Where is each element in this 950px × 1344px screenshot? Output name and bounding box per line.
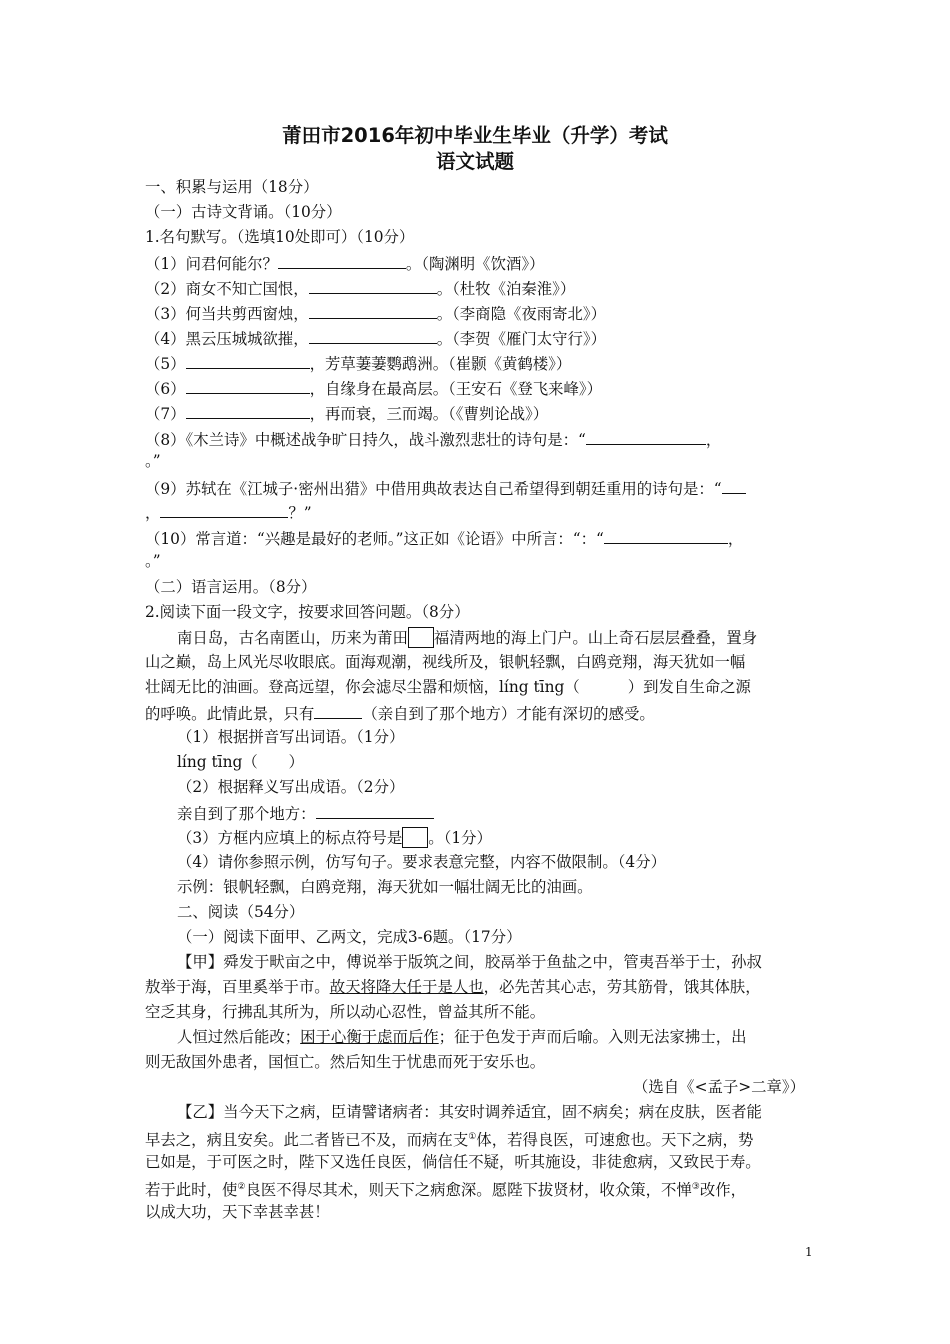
answer-blank[interactable] — [186, 402, 310, 419]
question-1: 1.名句默写。（选填10处即可）（10分） — [145, 228, 415, 246]
recitation-item-10-cont: 。” — [145, 552, 161, 570]
answer-blank[interactable] — [278, 252, 406, 269]
section-heading: 一、积累与运用（18分） — [145, 178, 319, 196]
recitation-item-8-cont: 。” — [145, 452, 161, 470]
answer-blank[interactable] — [186, 352, 310, 369]
recitation-item-2: （2）商女不知亡国恨， 。（杜牧《泊秦淮》） — [145, 277, 575, 299]
answer-blank[interactable] — [314, 702, 362, 719]
recitation-item-9: （9）苏轼在《江城子·密州出猎》中借用典故表达自己希望得到朝廷重用的诗句是：“ — [145, 477, 746, 499]
text-jia-line: 人恒过然后能改；困于心衡于虑而后作；征于色发于声而后喻。入则无法家拂士，出 — [177, 1028, 747, 1046]
text-yi-line: 早去之，病且安矣。此二者皆已不及，而病在支①体，若得良医，可速愈也。天下之病，势 — [145, 1131, 754, 1150]
answer-blank[interactable] — [309, 327, 437, 344]
punctuation-box[interactable] — [408, 627, 434, 648]
answer-blank[interactable] — [160, 501, 288, 518]
text-jia-source: （选自《<孟子>二章》） — [633, 1078, 805, 1096]
footnote-marker: ① — [468, 1132, 477, 1142]
punctuation-box[interactable] — [402, 827, 428, 848]
passage-line: 山之巅，岛上风光尽收眼底。面海观潮，视线所及，银帆轻飘，白鸥竞翔，海天犹如一幅 — [145, 653, 746, 671]
answer-blank[interactable] — [586, 428, 706, 445]
answer-blank[interactable] — [309, 277, 437, 294]
question-2: 2.阅读下面一段文字，按要求回答问题。（8分） — [145, 603, 470, 621]
recitation-item-3: （3）何当共剪西窗烛， 。（李商隐《夜雨寄北》） — [145, 302, 606, 324]
text-jia-line: 敖举于海，百里奚举于市。故天将降大任于是人也，必先苦其心志，劳其筋骨，饿其体肤， — [145, 978, 761, 996]
recitation-item-7: （7） ，再而衰，三而竭。（《曹刿论战》） — [145, 402, 548, 424]
recitation-item-10: （10）常言道：“兴趣是最好的老师。”这正如《论语》中所言：“：“ ， — [145, 527, 743, 549]
section-heading: 二、阅读（54分） — [177, 903, 305, 921]
text-yi-line: 以成大功，天下幸甚幸甚！ — [145, 1203, 330, 1221]
recitation-item-6: （6） ，自缘身在最高层。（王安石《登飞来峰》） — [145, 377, 602, 399]
passage-line: 壮阔无比的油画。登高远望，你会滤尽尘嚣和烦恼，líng tīng（ ）到发自生命之源 — [145, 678, 751, 696]
text-yi-line: 【乙】当今天下之病，臣请譬诸病者：其安时调养适宜，固不病矣；病在皮肤，医者能 — [177, 1103, 762, 1121]
text-jia-line: 空乏其身，行拂乱其所为，所以动心忍性，曾益其所不能。 — [145, 1003, 546, 1021]
sub-question-2-answer: 亲自到了那个地方： — [177, 802, 434, 824]
sub-question-1-answer[interactable]: líng tīng（ ） — [177, 753, 304, 771]
text-jia-line: 则无敌国外患者，国恒亡。然后知生于忧患而死于安乐也。 — [145, 1053, 546, 1071]
text-yi-line: 若于此时，使②良医不得尽其术，则天下之病愈深。愿陛下拔贤材，收众策，不惮③改作， — [145, 1181, 747, 1200]
recitation-item-1: （1）问君何能尔？ 。（陶渊明《饮酒》） — [145, 252, 544, 274]
exam-title: 莆田市2016年初中毕业生毕业（升学）考试 — [282, 124, 668, 147]
text-yi-line: 已如是，于可医之时，陛下又选任良医，倘信任不疑，听其施设，非徒愈病，又致民于寿。 — [145, 1153, 761, 1171]
answer-blank[interactable] — [316, 802, 434, 819]
part-heading: （一）阅读下面甲、乙两文，完成3-6题。（17分） — [177, 928, 522, 946]
footnote-marker: ③ — [691, 1182, 700, 1192]
page-number: 1 — [805, 1245, 813, 1259]
exam-subtitle: 语文试题 — [435, 150, 514, 173]
answer-blank[interactable] — [186, 377, 310, 394]
passage-line: 南日岛，古名南匿山，历来为莆田 福清两地的海上门户。山上奇石层层叠叠，置身 — [177, 629, 758, 647]
recitation-item-5: （5） ，芳草萋萋鹦鹉洲。（崔颢《黄鹤楼》） — [145, 352, 571, 374]
underlined-sentence: 困于心衡于虑而后作 — [300, 1028, 439, 1046]
sub-question-2: （2）根据释义写出成语。（2分） — [177, 778, 405, 796]
sub-question-3: （3）方框内应填上的标点符号是 。（1分） — [177, 829, 492, 847]
recitation-item-4: （4）黑云压城城欲摧， 。（李贺《雁门太守行》） — [145, 327, 606, 349]
answer-blank[interactable] — [309, 302, 437, 319]
footnote-marker: ② — [237, 1182, 246, 1192]
part-heading: （一）古诗文背诵。（10分） — [145, 203, 342, 221]
answer-blank[interactable] — [722, 477, 746, 494]
passage-line: 的呼唤。此情此景，只有 （亲自到了那个地方）才能有深切的感受。 — [145, 702, 655, 724]
sub-question-1: （1）根据拼音写出词语。（1分） — [177, 728, 405, 746]
recitation-item-8: （8）《木兰诗》中概述战争旷日持久，战斗激烈悲壮的诗句是：“ ， — [145, 428, 721, 450]
text-jia-line: 【甲】舜发于畎亩之中，傅说举于版筑之间，胶鬲举于鱼盐之中，管夷吾举于士，孙叔 — [177, 953, 762, 971]
example-sentence: 示例：银帆轻飘，白鸥竞翔，海天犹如一幅壮阔无比的油画。 — [177, 878, 593, 896]
part-heading: （二）语言运用。（8分） — [145, 578, 317, 596]
sub-question-4: （4）请你参照示例，仿写句子。要求表意完整，内容不做限制。（4分） — [177, 853, 666, 871]
underlined-sentence: 故天将降大任于是人也 — [329, 978, 484, 996]
recitation-item-9-cont: ， ？” — [145, 501, 312, 523]
answer-blank[interactable] — [604, 527, 728, 544]
